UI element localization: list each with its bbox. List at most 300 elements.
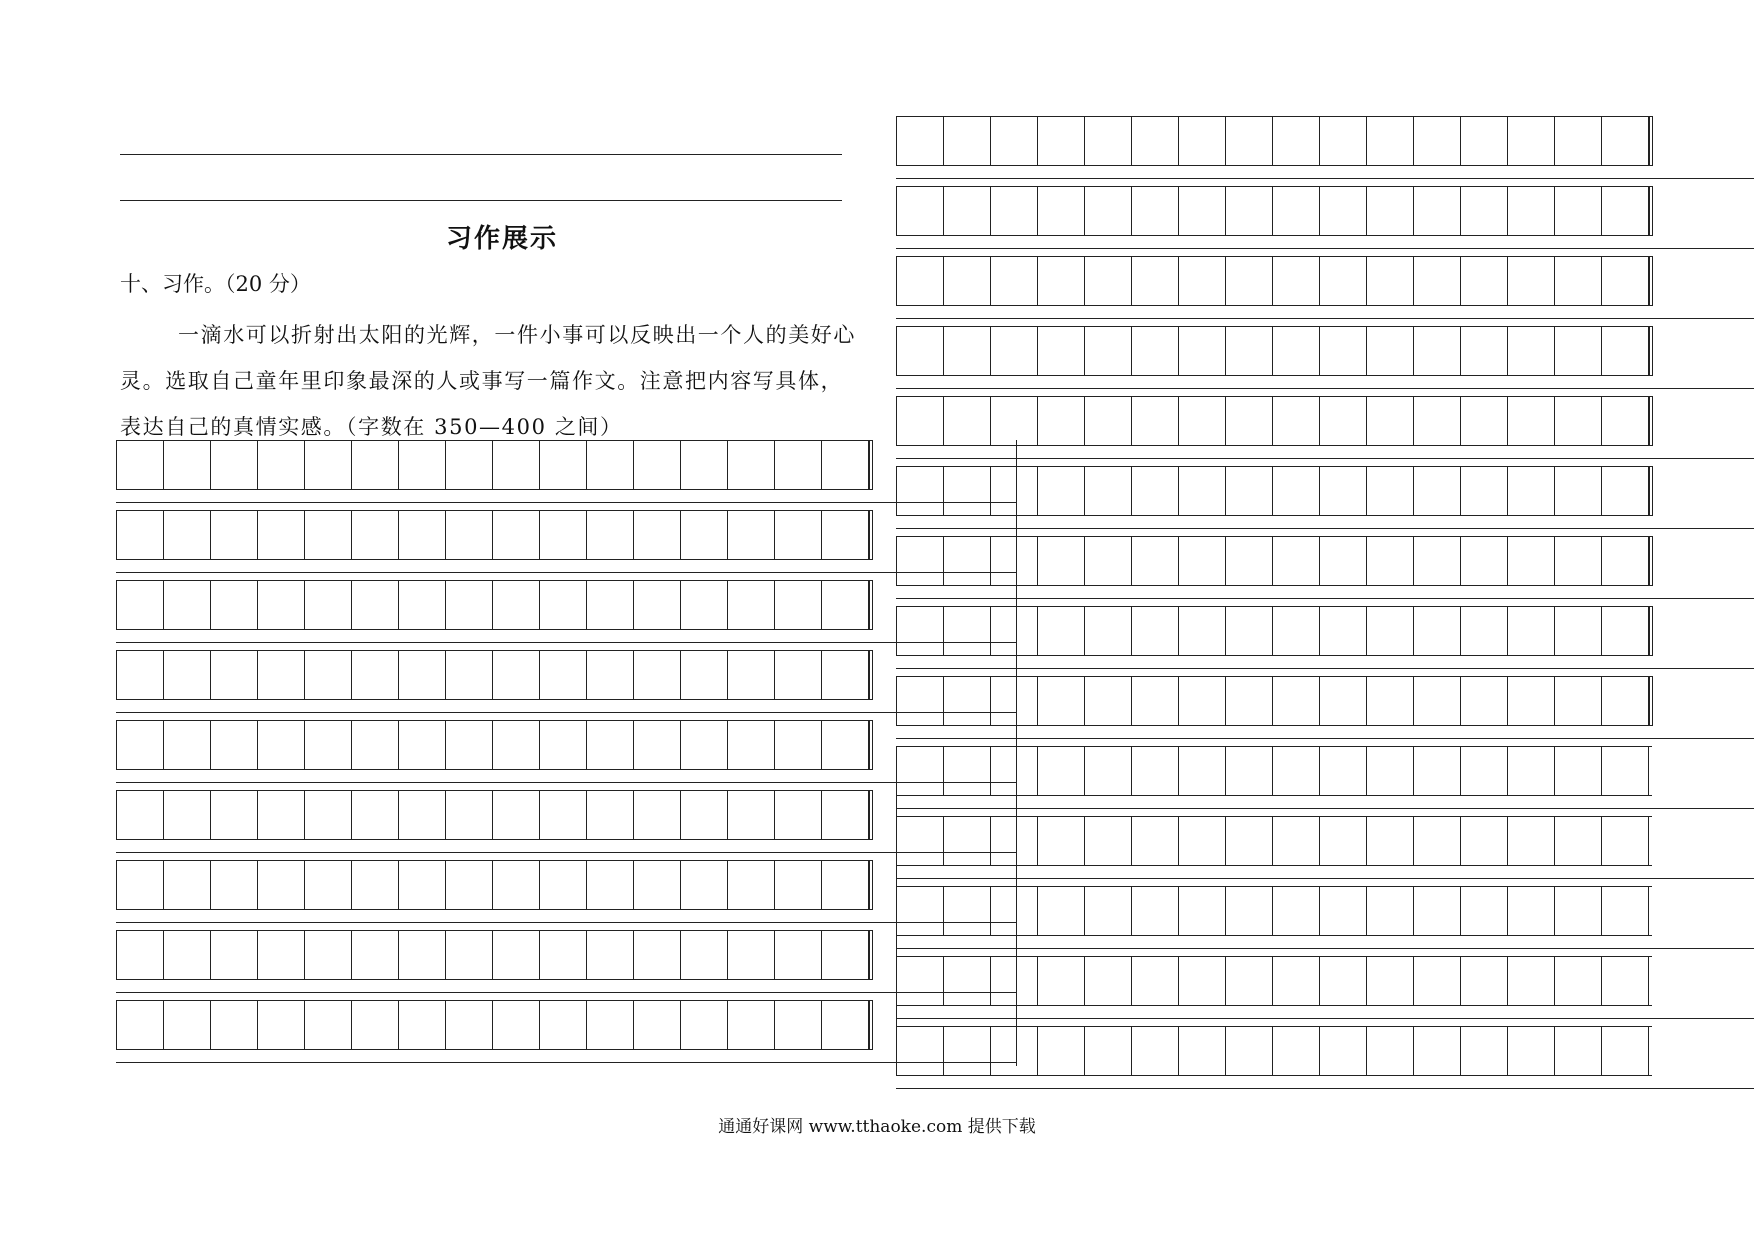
grid-cell[interactable] [493, 721, 540, 769]
grid-cell[interactable] [775, 581, 822, 629]
grid-cell[interactable] [775, 861, 822, 909]
grid-cell[interactable] [211, 791, 258, 839]
grid-cell[interactable] [1226, 467, 1273, 515]
grid-cell[interactable] [399, 861, 446, 909]
grid-cell[interactable] [1555, 187, 1602, 235]
grid-cell[interactable] [1273, 327, 1320, 375]
grid-cell[interactable] [305, 861, 352, 909]
grid-cell[interactable] [1320, 817, 1367, 865]
grid-cell[interactable] [399, 791, 446, 839]
grid-cell[interactable] [775, 651, 822, 699]
grid-cell[interactable] [399, 1001, 446, 1049]
grid-cell[interactable] [258, 441, 305, 489]
grid-cell[interactable] [493, 791, 540, 839]
grid-cell[interactable] [1461, 747, 1508, 795]
grid-cell[interactable] [634, 581, 681, 629]
grid-cell[interactable] [1179, 327, 1226, 375]
grid-cell[interactable] [1038, 117, 1085, 165]
grid-cell[interactable] [822, 931, 869, 979]
grid-cell[interactable] [1085, 117, 1132, 165]
grid-cell[interactable] [1132, 257, 1179, 305]
grid-cell[interactable] [1320, 607, 1367, 655]
grid-cell[interactable] [1414, 467, 1461, 515]
grid-cell[interactable] [991, 677, 1038, 725]
grid-cell[interactable] [587, 1001, 634, 1049]
grid-cell[interactable] [1085, 327, 1132, 375]
grid-cell[interactable] [1461, 677, 1508, 725]
grid-cell[interactable] [1038, 817, 1085, 865]
grid-row[interactable] [896, 886, 1652, 936]
grid-cell[interactable] [446, 581, 493, 629]
grid-cell[interactable] [587, 581, 634, 629]
grid-cell[interactable] [1602, 187, 1649, 235]
grid-cell[interactable] [352, 931, 399, 979]
grid-cell[interactable] [775, 791, 822, 839]
grid-row[interactable] [896, 396, 1652, 446]
grid-cell[interactable] [540, 1001, 587, 1049]
grid-cell[interactable] [164, 721, 211, 769]
grid-cell[interactable] [1320, 957, 1367, 1005]
grid-cell[interactable] [1085, 537, 1132, 585]
grid-cell[interactable] [305, 791, 352, 839]
grid-cell[interactable] [944, 537, 991, 585]
grid-cell[interactable] [1273, 887, 1320, 935]
grid-cell[interactable] [117, 791, 164, 839]
grid-cell[interactable] [1085, 817, 1132, 865]
grid-cell[interactable] [1320, 887, 1367, 935]
grid-cell[interactable] [1602, 747, 1649, 795]
grid-row[interactable] [896, 256, 1652, 306]
grid-cell[interactable] [352, 441, 399, 489]
grid-cell[interactable] [775, 931, 822, 979]
grid-cell[interactable] [493, 931, 540, 979]
grid-cell[interactable] [1367, 607, 1414, 655]
grid-cell[interactable] [211, 651, 258, 699]
grid-row[interactable] [116, 930, 872, 980]
grid-cell[interactable] [1367, 327, 1414, 375]
grid-cell[interactable] [1273, 1027, 1320, 1075]
grid-cell[interactable] [305, 511, 352, 559]
grid-cell[interactable] [258, 581, 305, 629]
grid-cell[interactable] [305, 441, 352, 489]
grid-cell[interactable] [1367, 397, 1414, 445]
grid-cell[interactable] [164, 1001, 211, 1049]
grid-cell[interactable] [305, 651, 352, 699]
grid-cell[interactable] [211, 581, 258, 629]
grid-cell[interactable] [164, 861, 211, 909]
grid-row[interactable] [116, 1000, 872, 1050]
grid-cell[interactable] [1555, 747, 1602, 795]
grid-cell[interactable] [991, 187, 1038, 235]
grid-row[interactable] [116, 720, 872, 770]
grid-cell[interactable] [944, 607, 991, 655]
grid-cell[interactable] [1414, 117, 1461, 165]
grid-cell[interactable] [587, 441, 634, 489]
grid-cell[interactable] [1132, 607, 1179, 655]
grid-cell[interactable] [1367, 257, 1414, 305]
grid-cell[interactable] [1461, 117, 1508, 165]
grid-cell[interactable] [897, 327, 944, 375]
grid-cell[interactable] [446, 861, 493, 909]
grid-cell[interactable] [1132, 467, 1179, 515]
grid-cell[interactable] [1461, 467, 1508, 515]
grid-cell[interactable] [352, 511, 399, 559]
grid-cell[interactable] [1508, 537, 1555, 585]
grid-cell[interactable] [1508, 257, 1555, 305]
grid-row[interactable] [896, 466, 1652, 516]
grid-cell[interactable] [446, 511, 493, 559]
grid-cell[interactable] [897, 747, 944, 795]
grid-cell[interactable] [1461, 537, 1508, 585]
grid-cell[interactable] [1085, 1027, 1132, 1075]
grid-cell[interactable] [493, 441, 540, 489]
grid-cell[interactable] [1179, 257, 1226, 305]
grid-cell[interactable] [211, 1001, 258, 1049]
grid-cell[interactable] [944, 397, 991, 445]
grid-cell[interactable] [1367, 747, 1414, 795]
grid-cell[interactable] [681, 861, 728, 909]
grid-cell[interactable] [1555, 327, 1602, 375]
grid-cell[interactable] [540, 441, 587, 489]
grid-cell[interactable] [399, 931, 446, 979]
grid-row[interactable] [116, 510, 872, 560]
grid-cell[interactable] [399, 441, 446, 489]
grid-cell[interactable] [211, 721, 258, 769]
grid-cell[interactable] [1555, 677, 1602, 725]
grid-cell[interactable] [1461, 817, 1508, 865]
grid-cell[interactable] [493, 651, 540, 699]
grid-cell[interactable] [1179, 887, 1226, 935]
grid-cell[interactable] [897, 257, 944, 305]
grid-cell[interactable] [1179, 187, 1226, 235]
grid-cell[interactable] [1602, 327, 1649, 375]
grid-cell[interactable] [728, 581, 775, 629]
grid-row[interactable] [896, 1026, 1652, 1076]
grid-cell[interactable] [1367, 887, 1414, 935]
grid-cell[interactable] [991, 327, 1038, 375]
answer-line-2[interactable] [120, 200, 842, 201]
grid-cell[interactable] [1555, 817, 1602, 865]
grid-cell[interactable] [1555, 957, 1602, 1005]
grid-row[interactable] [896, 116, 1652, 166]
grid-cell[interactable] [1226, 677, 1273, 725]
grid-cell[interactable] [991, 957, 1038, 1005]
grid-cell[interactable] [897, 117, 944, 165]
grid-cell[interactable] [164, 581, 211, 629]
grid-cell[interactable] [1320, 1027, 1367, 1075]
grid-cell[interactable] [587, 791, 634, 839]
grid-cell[interactable] [1226, 1027, 1273, 1075]
grid-cell[interactable] [1555, 117, 1602, 165]
grid-cell[interactable] [1320, 257, 1367, 305]
grid-cell[interactable] [1038, 747, 1085, 795]
grid-cell[interactable] [775, 1001, 822, 1049]
grid-cell[interactable] [1273, 607, 1320, 655]
grid-cell[interactable] [634, 861, 681, 909]
grid-cell[interactable] [540, 721, 587, 769]
grid-cell[interactable] [897, 187, 944, 235]
grid-cell[interactable] [117, 931, 164, 979]
grid-cell[interactable] [1320, 187, 1367, 235]
grid-cell[interactable] [258, 651, 305, 699]
grid-row[interactable] [116, 860, 872, 910]
grid-cell[interactable] [728, 1001, 775, 1049]
grid-cell[interactable] [728, 721, 775, 769]
grid-cell[interactable] [117, 581, 164, 629]
grid-cell[interactable] [1273, 817, 1320, 865]
grid-cell[interactable] [446, 791, 493, 839]
grid-cell[interactable] [1038, 887, 1085, 935]
grid-cell[interactable] [446, 441, 493, 489]
grid-cell[interactable] [1461, 327, 1508, 375]
grid-cell[interactable] [446, 1001, 493, 1049]
grid-cell[interactable] [1320, 467, 1367, 515]
grid-cell[interactable] [1226, 747, 1273, 795]
grid-cell[interactable] [352, 721, 399, 769]
grid-cell[interactable] [117, 511, 164, 559]
grid-cell[interactable] [775, 721, 822, 769]
grid-cell[interactable] [1273, 467, 1320, 515]
grid-cell[interactable] [1367, 187, 1414, 235]
grid-cell[interactable] [1085, 747, 1132, 795]
grid-cell[interactable] [1320, 747, 1367, 795]
grid-row[interactable] [116, 790, 872, 840]
grid-cell[interactable] [1226, 607, 1273, 655]
grid-cell[interactable] [1273, 187, 1320, 235]
grid-cell[interactable] [1226, 957, 1273, 1005]
grid-cell[interactable] [1179, 817, 1226, 865]
grid-row[interactable] [116, 440, 872, 490]
grid-cell[interactable] [1226, 117, 1273, 165]
grid-cell[interactable] [1508, 817, 1555, 865]
grid-cell[interactable] [1038, 397, 1085, 445]
grid-cell[interactable] [1508, 1027, 1555, 1075]
grid-cell[interactable] [1602, 257, 1649, 305]
grid-cell[interactable] [1132, 537, 1179, 585]
grid-cell[interactable] [1038, 467, 1085, 515]
grid-cell[interactable] [117, 651, 164, 699]
grid-cell[interactable] [1132, 327, 1179, 375]
grid-cell[interactable] [540, 861, 587, 909]
grid-cell[interactable] [944, 467, 991, 515]
grid-cell[interactable] [211, 931, 258, 979]
grid-cell[interactable] [944, 327, 991, 375]
grid-cell[interactable] [1226, 187, 1273, 235]
grid-cell[interactable] [991, 1027, 1038, 1075]
grid-cell[interactable] [1038, 537, 1085, 585]
grid-cell[interactable] [1085, 677, 1132, 725]
grid-cell[interactable] [1414, 887, 1461, 935]
grid-cell[interactable] [1602, 957, 1649, 1005]
grid-cell[interactable] [1461, 257, 1508, 305]
grid-cell[interactable] [634, 791, 681, 839]
grid-cell[interactable] [1320, 397, 1367, 445]
grid-cell[interactable] [681, 1001, 728, 1049]
grid-cell[interactable] [1226, 327, 1273, 375]
grid-cell[interactable] [897, 467, 944, 515]
grid-row[interactable] [896, 956, 1652, 1006]
grid-cell[interactable] [1273, 677, 1320, 725]
grid-cell[interactable] [897, 957, 944, 1005]
grid-cell[interactable] [1226, 397, 1273, 445]
grid-cell[interactable] [305, 1001, 352, 1049]
grid-cell[interactable] [164, 791, 211, 839]
grid-cell[interactable] [1367, 1027, 1414, 1075]
grid-cell[interactable] [352, 651, 399, 699]
grid-cell[interactable] [399, 511, 446, 559]
grid-row[interactable] [896, 746, 1652, 796]
grid-cell[interactable] [1273, 257, 1320, 305]
grid-cell[interactable] [728, 931, 775, 979]
grid-cell[interactable] [944, 747, 991, 795]
grid-cell[interactable] [1367, 537, 1414, 585]
grid-cell[interactable] [117, 1001, 164, 1049]
grid-cell[interactable] [822, 511, 869, 559]
grid-cell[interactable] [1179, 537, 1226, 585]
grid-cell[interactable] [1414, 537, 1461, 585]
grid-cell[interactable] [991, 117, 1038, 165]
grid-cell[interactable] [1085, 257, 1132, 305]
grid-cell[interactable] [1508, 187, 1555, 235]
grid-row[interactable] [896, 186, 1652, 236]
grid-cell[interactable] [1132, 397, 1179, 445]
grid-cell[interactable] [1414, 817, 1461, 865]
grid-cell[interactable] [540, 651, 587, 699]
grid-cell[interactable] [1461, 397, 1508, 445]
grid-cell[interactable] [587, 861, 634, 909]
grid-cell[interactable] [540, 931, 587, 979]
grid-cell[interactable] [681, 931, 728, 979]
grid-cell[interactable] [258, 1001, 305, 1049]
grid-cell[interactable] [540, 791, 587, 839]
grid-cell[interactable] [1132, 887, 1179, 935]
grid-cell[interactable] [822, 1001, 869, 1049]
grid-cell[interactable] [991, 607, 1038, 655]
grid-cell[interactable] [1555, 537, 1602, 585]
grid-cell[interactable] [1602, 397, 1649, 445]
grid-cell[interactable] [587, 511, 634, 559]
grid-cell[interactable] [446, 931, 493, 979]
grid-cell[interactable] [775, 511, 822, 559]
grid-cell[interactable] [258, 721, 305, 769]
grid-cell[interactable] [1367, 957, 1414, 1005]
grid-cell[interactable] [1179, 117, 1226, 165]
grid-cell[interactable] [991, 397, 1038, 445]
grid-cell[interactable] [305, 721, 352, 769]
grid-cell[interactable] [1414, 607, 1461, 655]
grid-cell[interactable] [991, 257, 1038, 305]
grid-cell[interactable] [822, 791, 869, 839]
grid-cell[interactable] [164, 931, 211, 979]
grid-cell[interactable] [1508, 747, 1555, 795]
grid-cell[interactable] [1179, 677, 1226, 725]
grid-cell[interactable] [1132, 677, 1179, 725]
grid-cell[interactable] [1555, 887, 1602, 935]
grid-cell[interactable] [991, 467, 1038, 515]
grid-cell[interactable] [1038, 187, 1085, 235]
grid-cell[interactable] [1367, 677, 1414, 725]
grid-cell[interactable] [1414, 1027, 1461, 1075]
grid-cell[interactable] [493, 1001, 540, 1049]
grid-cell[interactable] [1508, 677, 1555, 725]
grid-cell[interactable] [1320, 327, 1367, 375]
grid-cell[interactable] [305, 581, 352, 629]
grid-cell[interactable] [1085, 397, 1132, 445]
grid-cell[interactable] [1273, 747, 1320, 795]
grid-cell[interactable] [822, 861, 869, 909]
grid-cell[interactable] [493, 581, 540, 629]
grid-cell[interactable] [634, 1001, 681, 1049]
grid-cell[interactable] [1367, 817, 1414, 865]
grid-cell[interactable] [1414, 677, 1461, 725]
grid-cell[interactable] [897, 397, 944, 445]
grid-cell[interactable] [681, 581, 728, 629]
grid-cell[interactable] [164, 441, 211, 489]
grid-cell[interactable] [1038, 1027, 1085, 1075]
grid-cell[interactable] [822, 581, 869, 629]
grid-cell[interactable] [446, 721, 493, 769]
grid-cell[interactable] [1179, 1027, 1226, 1075]
grid-cell[interactable] [352, 1001, 399, 1049]
grid-cell[interactable] [1461, 887, 1508, 935]
grid-cell[interactable] [897, 677, 944, 725]
grid-cell[interactable] [1555, 607, 1602, 655]
grid-row[interactable] [116, 650, 872, 700]
grid-row[interactable] [896, 676, 1652, 726]
grid-cell[interactable] [1508, 117, 1555, 165]
grid-cell[interactable] [1508, 607, 1555, 655]
grid-row[interactable] [116, 580, 872, 630]
grid-cell[interactable] [944, 817, 991, 865]
grid-cell[interactable] [822, 721, 869, 769]
grid-cell[interactable] [211, 511, 258, 559]
grid-cell[interactable] [728, 651, 775, 699]
grid-row[interactable] [896, 606, 1652, 656]
grid-cell[interactable] [1414, 397, 1461, 445]
grid-cell[interactable] [1461, 607, 1508, 655]
grid-cell[interactable] [446, 651, 493, 699]
grid-cell[interactable] [1414, 327, 1461, 375]
grid-cell[interactable] [493, 861, 540, 909]
grid-cell[interactable] [587, 721, 634, 769]
grid-cell[interactable] [1179, 607, 1226, 655]
grid-cell[interactable] [117, 721, 164, 769]
grid-cell[interactable] [399, 651, 446, 699]
grid-cell[interactable] [1226, 817, 1273, 865]
grid-cell[interactable] [1602, 1027, 1649, 1075]
grid-cell[interactable] [1038, 327, 1085, 375]
grid-row[interactable] [896, 536, 1652, 586]
grid-cell[interactable] [1320, 537, 1367, 585]
grid-cell[interactable] [1273, 957, 1320, 1005]
grid-cell[interactable] [1038, 257, 1085, 305]
grid-cell[interactable] [1461, 957, 1508, 1005]
grid-cell[interactable] [897, 1027, 944, 1075]
grid-cell[interactable] [1132, 187, 1179, 235]
grid-row[interactable] [896, 326, 1652, 376]
grid-cell[interactable] [164, 511, 211, 559]
grid-cell[interactable] [681, 791, 728, 839]
grid-cell[interactable] [399, 721, 446, 769]
grid-cell[interactable] [1367, 117, 1414, 165]
grid-cell[interactable] [1367, 467, 1414, 515]
grid-cell[interactable] [822, 651, 869, 699]
grid-cell[interactable] [1320, 117, 1367, 165]
grid-cell[interactable] [634, 931, 681, 979]
grid-row[interactable] [896, 816, 1652, 866]
grid-cell[interactable] [1273, 537, 1320, 585]
grid-cell[interactable] [164, 651, 211, 699]
